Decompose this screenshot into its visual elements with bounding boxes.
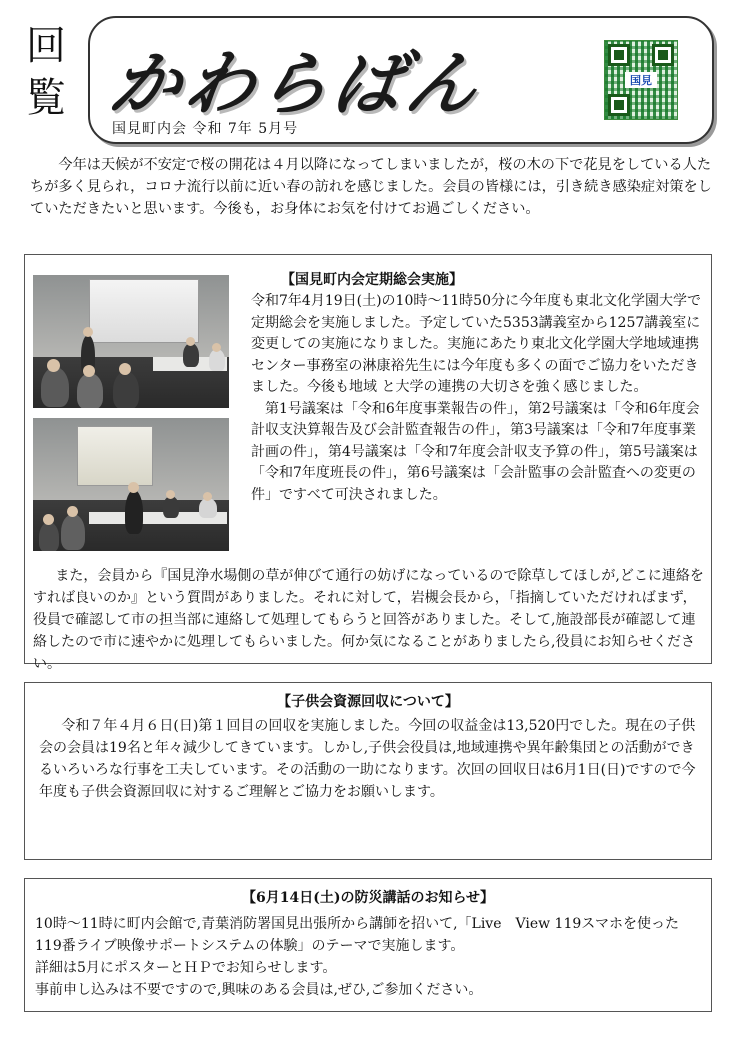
issue-info: 国見町内会 令和 7年 5月号 bbox=[112, 121, 299, 137]
photo-person bbox=[41, 367, 69, 407]
photo-person bbox=[183, 343, 199, 367]
qr-label: 国見 bbox=[625, 72, 657, 88]
disaster-text bbox=[35, 913, 705, 1001]
photo-head bbox=[203, 492, 212, 501]
intro-paragraph: 今年は天候が不安定で桜の開花は４月以降になってしまいましたが，桜の木の下で花見をしている人たちが多く見られ，コロナ流行以前に近い春の訪れを感じました。会員の皆様には，引き続き感染症対策をしていただきたいと思います。今後も，お身体にお気を付けてお過ごしください。 bbox=[30, 157, 712, 217]
disaster-line-2: 詳細は5月にポスターとＨＰでお知らせします。 bbox=[35, 960, 337, 976]
photo-head bbox=[83, 365, 95, 377]
photo-person bbox=[209, 349, 225, 371]
photo-head bbox=[186, 337, 195, 346]
assembly-para-2: 第1号議案は「令和6年度事業報告の件」，第2号議案は「令和6年度会計収支決算報告及び会計監査報告の件」，第3号議案は「令和7年度事業計画の件」，第4号議案は「令和7年度会計収支予算の件」，第5号議案は「令和7年度班長の件」，第6号議案は「会計監事の会計監査への変更の件」ですべて可決されました。 bbox=[251, 400, 700, 503]
projector-screen bbox=[77, 426, 153, 486]
disaster-section bbox=[24, 878, 712, 1012]
photo-person bbox=[199, 498, 217, 518]
disaster-title: 【6月14日(土)の防災講話のお知らせ】 bbox=[241, 890, 495, 906]
recycling-section bbox=[24, 682, 712, 860]
qr-corner bbox=[608, 94, 630, 116]
photo-head bbox=[128, 482, 139, 493]
photo-person bbox=[61, 514, 85, 550]
photo-head bbox=[47, 359, 60, 372]
photo-person bbox=[163, 496, 179, 518]
newsletter-title: かわらばん bbox=[103, 43, 489, 125]
photo-head bbox=[67, 506, 78, 517]
photo-person bbox=[77, 373, 103, 408]
photo-head bbox=[43, 514, 54, 525]
recycling-title: 【子供会資源回収について】 bbox=[277, 694, 459, 710]
assembly-para-1: 令和7年4月19日(土)の10時～11時50分に今年度も東北文化学園大学で定期総会を実施しました。予定していた5353講義室から1257講義室に変更しての実施になりました。実施にあたり東北文化学園大学地域連携センター事務室の淋康裕先生には今年度も多くの面でご協力をいただきました。今後も地域 と大学の連携の大切さを強く感じました。 bbox=[251, 293, 701, 395]
qr-corner bbox=[652, 44, 674, 66]
photo-person bbox=[125, 490, 143, 534]
photo-head bbox=[119, 363, 131, 375]
projector-screen bbox=[89, 279, 199, 343]
disaster-line-3: 事前申し込みは不要ですので,興味のある会員は,ぜひ,ご参加ください。 bbox=[35, 982, 483, 998]
kairan-label: 回覧 bbox=[26, 23, 66, 121]
photo-person bbox=[113, 371, 139, 408]
assembly-section bbox=[24, 254, 712, 672]
assembly-title: 【国見町内会定期総会実施】 bbox=[281, 272, 463, 288]
assembly-text bbox=[251, 291, 709, 506]
photo-head bbox=[166, 490, 175, 499]
recycling-text: 令和７年４月６日(日)第１回目の回収を実施しました。今回の収益金は13,520円でした。現在の子供会の会員は19名と年々減少してきています。しかし,子供会役員は,地域連携や異年齢集団との活動ができるいろいろな行事を工夫しています。その活動の一助になります。次回の回収日は6月1日(日)ですので今年度も子供会資源回収に対するご理解とご協力をお願いします。 bbox=[39, 718, 696, 800]
disaster-line-1: 10時～11時に町内会館で,青葉消防署国見出張所から講師を招いて,「Live View 119スマホを使った119番ライブ映像サポートシステムの体験」のテーマで実施します。 bbox=[35, 916, 679, 954]
qr-corner bbox=[608, 44, 630, 66]
meeting-photo-2 bbox=[33, 418, 229, 551]
qr-code-icon[interactable] bbox=[604, 40, 678, 120]
photo-head bbox=[83, 327, 93, 337]
assembly-para-3: また，会員から『国見浄水場側の草が伸びて通行の妨げになっているので除草してほしが,どこに連絡をすれば良いのか』という質問がありました。それに対して，岩槻会長から，「指摘していただければまず，役員で確認して市の担当部に連絡して処理してもらうと回答がありました。そして,施設部長が確認して連絡したので市に速やかに処理してもらいました。何か気になることがありましたら,役員にお知らせください。 bbox=[33, 568, 704, 672]
photo-head bbox=[212, 343, 221, 352]
meeting-photo-1 bbox=[33, 275, 229, 408]
masthead bbox=[88, 16, 714, 144]
photo-person bbox=[39, 522, 59, 551]
